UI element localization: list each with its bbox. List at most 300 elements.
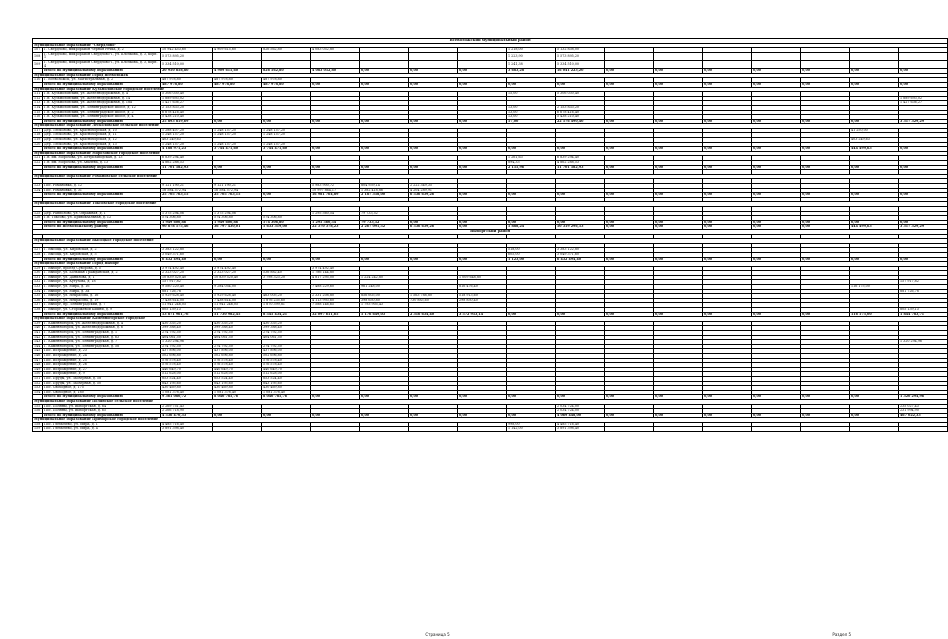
amount-cell: 0,00 [605,119,654,124]
amount-cell: 4 485 716,40 [556,422,605,427]
amount-cell: 0,00 [752,147,801,152]
amount-cell: 576 578,40 [213,358,262,363]
amount-cell: 0,00 [262,413,311,418]
amount-cell [801,427,850,432]
amount-cell: 576 578,40 [262,363,311,368]
amount-cell: 0,00 [458,257,507,262]
amount-cell: 1 563 788,80 [409,294,458,299]
amount-cell: 1 248 157,20 [213,142,262,147]
amount-cell: 0,00 [311,147,360,152]
amount-cell: 274 792,50 [161,331,213,336]
amount-cell: 0,00 [703,193,752,198]
amount-cell: 2 269 751,43 [161,404,213,409]
amount-cell: 4 909 615,60 [213,48,262,53]
amount-cell: 0,00 [311,119,360,124]
amount-cell: 0,00 [605,165,654,170]
address-cell: Пос. Романовка, д. 31 [43,188,161,193]
amount-cell: 0,00 [556,312,605,317]
amount-cell: 5 929 628,40 [161,294,213,299]
amount-cell: 0,00 [409,257,458,262]
amount-cell: 894,33 [507,161,556,166]
amount-cell: 5 438 210,40 [556,115,605,120]
amount-cell: 1 949 600,86 [213,220,262,225]
address-cell: Итого по муниципальному образованию [43,69,161,74]
amount-cell [850,427,899,432]
amount-cell: 6 432 494,40 [556,257,605,262]
amount-cell: 16 041 223,20 [556,69,605,74]
amount-cell: 853 524,40 [161,376,213,381]
municipality-section-title: Муниципальное образование "Свердлово" [33,43,948,48]
amount-cell: 0,00 [899,220,948,225]
page-section-tag: Раздел 5 [832,632,851,637]
amount-cell: 6 536 639,26 [409,193,458,198]
address-cell: Итого по муниципальному образованию [43,257,161,262]
address-cell: Итого по муниципальному образованию [43,147,161,152]
amount-cell: 2 323 027,20 [161,271,213,276]
amount-cell: 0,00 [605,220,654,225]
amount-cell: 0,00 [458,69,507,74]
municipality-section-title: Муниципальное образование Приморское городское поселение [33,418,948,423]
amount-cell: 13,00 [507,110,556,115]
amount-cell: 32 097 611,65 [311,312,360,317]
amount-cell: 399 388,40 [213,326,262,331]
amount-cell: 574 306,80 [262,220,311,225]
amount-cell: 0,00 [458,395,507,400]
address-cell: Г. Выборг, ул. Мира, д. 16 [43,285,161,290]
amount-cell: 2 187 358,00 [360,193,409,198]
table-row [33,52,948,60]
amount-cell: 0,00 [654,395,703,400]
amount-cell: 0,00 [507,220,556,225]
row-number-cell: 137 [33,303,43,308]
amount-cell: 0,00 [703,220,752,225]
amount-cell: 430 469,80 [213,386,262,391]
amount-cell: 1 218,00 [507,48,556,53]
amount-cell: 437 896,00 [213,349,262,354]
address-cell: Пос. Возрождение, д. 9 [43,372,161,377]
address-cell: Г.п. Кузьмоловский, ул. Железнодорожная, д. 18а [43,101,161,106]
address-cell: Пос. Пруды, ул. Заозерная, д. 58 [43,376,161,381]
amount-cell: 1 248 157,20 [262,142,311,147]
amount-cell: 0,00 [654,225,703,230]
address-cell: Дер. Лесколово, ул. Красноборская, д. 11 [43,133,161,138]
row-number-cell: 126 [33,216,43,221]
amount-cell: 0,00 [654,82,703,87]
address-cell: Г. Каменногорск, ул. Железнодорожная, д. 4 [43,321,161,326]
municipality-section-title: Муниципальное образование Каменногорское городское [33,317,948,322]
amount-cell: 4 862 288,53 [161,161,213,166]
amount-cell: 430 335,20 [262,321,311,326]
amount-cell: 0,00 [752,395,801,400]
amount-cell: 1 295 560,54 [311,211,360,216]
amount-cell [801,52,850,60]
amount-cell: 0,00 [654,147,703,152]
municipality-section-title: Муниципальное образование Токсовское городское поселение [33,202,948,207]
amount-cell: 2 266 718,90 [161,409,213,414]
amount-cell: 0,00 [703,312,752,317]
row-number-cell: 138 [33,308,43,313]
amount-cell: 0,00 [458,413,507,418]
amount-cell: 5 132 838,00 [556,48,605,53]
amount-cell: 574 306,80 [262,216,311,221]
address-cell: Г. Выборг, ул. Большая Гражданская, д. 2 [43,271,161,276]
amount-cell: 0,00 [752,312,801,317]
amount-cell: 0,00 [311,413,360,418]
amount-cell: 0,00 [752,119,801,124]
amount-cell: 90 878 575,46 [161,225,213,230]
address-cell: Пос. Свободное, д. 175 [43,386,161,391]
address-cell: Г. Выборг, проезд Суворова, д. 5 [43,266,161,271]
amount-cell: 0,00 [507,413,556,418]
amount-cell: 1 081 378,40 [213,390,262,395]
address-cell: Дер. Лесколово, ул. Красноборская, д. 10 [43,128,161,133]
amount-cell: 9 121 190,21 [161,184,213,189]
amount-cell: 53 871 961,76 [161,312,213,317]
amount-cell: 0,00 [605,82,654,87]
amount-cell: 1 248 157,20 [262,133,311,138]
amount-cell: 116 175,00 [850,285,899,290]
amount-cell: 0,00 [556,147,605,152]
amount-cell: 1 223,90 [507,52,556,60]
row-number-cell: 110 [33,78,43,83]
row-number-cell: 142 [33,335,43,340]
municipality-section-title: Муниципальное образование Высоцкое городское поселение [33,239,948,244]
amount-cell: 2 034 724,00 [556,404,605,409]
amount-cell: 605,00 [507,252,556,257]
amount-cell: 1 375 294,06 [213,211,262,216]
amount-cell: 0,00 [703,82,752,87]
amount-cell [703,427,752,432]
amount-cell: 0,00 [899,193,948,198]
address-cell: Пос. Возрождение, д. 27 [43,367,161,372]
district-band-title: Выборгский район [33,229,948,234]
amount-cell: 0,00 [458,193,507,198]
amount-cell: 16 584 572,94 [213,188,262,193]
amount-cell [262,52,311,60]
address-cell: Итого по муниципальному образованию [43,220,161,225]
amount-cell: 0,00 [801,257,850,262]
amount-cell [360,52,409,60]
row-number-cell: 123 [33,184,43,189]
amount-cell: 1 786 144,80 [311,271,360,276]
row-number-cell: 111 [33,92,43,97]
amount-cell: 13,00 [507,105,556,110]
amount-cell [360,427,409,432]
amount-cell: 11 701 582,93 [556,165,605,170]
row-number-cell: 116 [33,115,43,120]
amount-cell: 1 081 378,40 [161,390,213,395]
address-cell: Г. Выборг, ул. Некрасова, д. 16 [43,294,161,299]
amount-cell: 437 896,00 [161,349,213,354]
amount-cell: 5 983 900,72 [311,184,360,189]
amount-cell: 856 603,00 [360,294,409,299]
amount-cell: 25 705 763,15 [213,193,262,198]
amount-cell: 1 375 294,06 [161,211,213,216]
address-cell: Г.п. Кузьмоловский, ул. Ленинградское шоссе, д. 2 [43,110,161,115]
address-cell: Г. Свердлово, микрорайон Чёрная Речка, д. 2 [43,48,161,53]
address-cell: Итого по Всеволожскому району [43,225,161,230]
amount-cell: 0,00 [458,165,507,170]
amount-cell: 2 153 833,20 [161,105,213,110]
amount-cell: 0,00 [409,82,458,87]
amount-cell: 0,00 [801,225,850,230]
amount-cell: 274 792,50 [262,344,311,349]
amount-cell [654,52,703,60]
amount-cell: 487 978,80 [213,82,262,87]
address-cell: Г. Выборг, пр. Ленинградский, д. 7 [43,303,161,308]
amount-cell: 0,00 [311,82,360,87]
amount-cell: 0,00 [752,82,801,87]
amount-cell: 0,00 [605,193,654,198]
amount-cell: 487 978,80 [262,82,311,87]
amount-cell: 463 005,20 [262,294,311,299]
amount-cell: 1 844 783,71 [899,312,948,317]
address-cell: Итого по муниципальному образованию [43,395,161,400]
amount-cell: 0,00 [360,147,409,152]
row-number-cell: 136 [33,298,43,303]
amount-cell: 0,00 [752,257,801,262]
amount-cell: 881 726,78 [161,289,213,294]
amount-cell: 2 331 208,80 [311,294,360,299]
row-number-cell: 146 [33,353,43,358]
amount-cell: 0,00 [899,69,948,74]
row-number-cell: 149 [33,367,43,372]
amount-cell: 0,00 [752,413,801,418]
amount-cell: 298 850,40 [458,298,507,303]
amount-cell: 1 081 378,40 [262,390,311,395]
amount-cell: 3 744 471,60 [213,147,262,152]
address-cell: Г. Выборг, ул. Данилова, д. 1 [43,275,161,280]
amount-cell: 0,00 [507,147,556,152]
amount-cell [752,52,801,60]
amount-cell: 0,00 [262,165,311,170]
amount-cell: 1 123,00 [507,257,556,262]
amount-cell: 0,00 [262,193,311,198]
amount-cell: 576 578,40 [161,363,213,368]
amount-cell: 1 320 294,96 [161,340,213,345]
amount-cell: 576 578,40 [161,358,213,363]
amount-cell: 6 536 639,26 [409,225,458,230]
row-number-cell: 128 [33,252,43,257]
amount-cell: 157 917,82 [899,280,948,285]
row-number-cell: 132 [33,280,43,285]
amount-cell: 0,00 [850,220,899,225]
address-cell: Г. Высоцк, ул. Кировская, д. 2 [43,248,161,253]
amount-cell: 1 241,38 [507,60,556,68]
row-number-cell: 145 [33,349,43,354]
municipality-section-title: Муниципальное образование Морозовское городское поселение [33,151,948,156]
row-number-cell: 120 [33,142,43,147]
amount-cell: 536 882,40 [262,271,311,276]
amount-cell: 1 320 294,96 [899,395,948,400]
address-cell: Пос. Поляны, ул. Выборгская, д. 65 [43,409,161,414]
address-cell: Итого по муниципальному образованию [43,119,161,124]
address-cell: Пос. Глебычево, ул. Мира, д. 1 [43,422,161,427]
amount-cell: 157 917,82 [161,280,213,285]
amount-cell: 512 628,00 [213,372,262,377]
amount-cell: 6 432 494,40 [161,257,213,262]
row-number-cell: 140 [33,326,43,331]
address-cell: Г.п. Токсово, ул. Привокзальная, д. 12 [43,216,161,221]
page-number: Страница 5 [425,632,450,637]
amount-cell: 22 370 378,23 [311,225,360,230]
amount-cell: 2 323 027,20 [213,271,262,276]
amount-cell: 0,00 [801,413,850,418]
address-cell: Г. Свердлово, микрорайон Свердлово-1, ул. Клочкова, д. 3, корп. 1 [43,52,161,60]
amount-cell: 5 438 210,40 [161,115,213,120]
amount-cell: 3 744 471,60 [262,147,311,152]
amount-cell: 79 733,52 [360,211,409,216]
amount-cell: 2 155,96 [507,165,556,170]
address-cell: Пос. Глебычево, ул. Мира, д. 4 [43,427,161,432]
amount-cell: 518 913,60 [458,294,507,299]
address-cell: Г. Всеволожск, ул. Магистральная, д. 2 [43,78,161,83]
amount-cell: 0,00 [850,69,899,74]
amount-cell: 5 306 030,40 [556,92,605,97]
amount-cell: 440 649,70 [213,367,262,372]
amount-cell: 0,00 [409,147,458,152]
address-cell: Г.п. Кузьмоловский, ул. Ленинградское шоссе, д. 4 [43,115,161,120]
address-cell: Г. Свердлово, микрорайон Свердлово-1, ул. Клочкова, д. 3, корп. 4 [43,60,161,68]
amount-cell: 50 319 296,53 [556,225,605,230]
amount-cell: 487 978,80 [262,78,311,83]
amount-cell: 7 588 146,65 [311,303,360,308]
address-cell: Итого по муниципальному образованию [43,413,161,418]
amount-cell: 5 306 030,40 [161,92,213,97]
amount-cell: 0,00 [752,165,801,170]
amount-cell: 0,00 [409,220,458,225]
amount-cell: 403 249,63 [161,138,213,143]
row-number-cell: 107 [33,48,43,53]
amount-cell: 437 896,00 [262,349,311,354]
amount-cell: 430 469,80 [161,386,213,391]
amount-cell: 0,00 [360,395,409,400]
amount-cell: 9 580 220,40 [161,285,213,290]
amount-cell: 430 335,20 [161,321,213,326]
amount-cell: 4 083 052,80 [311,69,360,74]
amount-cell: 5 888,24 [507,225,556,230]
amount-cell [605,52,654,60]
amount-cell: 1 248 157,20 [213,128,262,133]
amount-cell: 4 817 295,00 [311,275,360,280]
row-number-cell: 117 [33,128,43,133]
amount-cell: 404 061,50 [213,335,262,340]
amount-cell: 3 383 122,80 [161,248,213,253]
amount-cell: 0,00 [507,82,556,87]
amount-cell: 1 889 693,02 [899,96,948,101]
address-cell: Г. Каменногорск, ул. Ленинградская, д. 58 [43,344,161,349]
amount-cell: 0,00 [654,220,703,225]
amount-cell: 1 793 905,43 [360,303,409,308]
amount-cell: 0,00 [801,69,850,74]
amount-cell: 3 572 953,14 [458,312,507,317]
amount-cell: 487 978,80 [161,82,213,87]
amount-cell: 0,00 [654,312,703,317]
amount-cell: 0,00 [507,193,556,198]
row-number-cell: 113 [33,101,43,106]
address-cell: Г. Выборг, ул. Сторожевой Башни, д. 9 [43,308,161,313]
amount-cell: 0,00 [801,119,850,124]
amount-cell: 8 040 785,76 [213,395,262,400]
row-number-cell: 112 [33,96,43,101]
amount-cell: 7 438 614,00 [213,298,262,303]
row-number-cell: 143 [33,340,43,345]
amount-cell: 231 994,90 [899,409,948,414]
amount-cell: 0,00 [752,220,801,225]
row-number-cell: 133 [33,285,43,290]
row-number-cell: 119 [33,138,43,143]
amount-cell: 0,00 [409,413,458,418]
amount-cell: 0,00 [605,413,654,418]
amount-cell: 274 792,50 [262,331,311,336]
amount-cell: 22 576 490,40 [556,119,605,124]
amount-cell: 0,00 [360,257,409,262]
amount-cell: 4 204 289,91 [409,188,458,193]
amount-cell: 0,00 [605,395,654,400]
amount-cell: 13,00 [507,115,556,120]
municipality-section-title: Муниципальное образование Город Выборг [33,262,948,267]
amount-cell: 0,00 [899,257,948,262]
amount-cell: 0,00 [311,165,360,170]
address-cell: Г.п. Кузьмоловский, ул. Ленинградское шоссе, д. 12 [43,105,161,110]
address-cell: Пос. Романовка, д. 12 [43,184,161,189]
amount-cell: 0,00 [458,220,507,225]
row-number-cell: 150 [33,372,43,377]
district-band-title: Всеволожский муниципальный район [33,39,948,44]
address-cell: Дер. Лесколово, ул. Красноборская, д. 12 [43,138,161,143]
amount-cell: 0,00 [409,395,458,400]
row-number-cell: 124 [33,188,43,193]
amount-cell: 0,00 [360,165,409,170]
amount-cell: 0,00 [605,312,654,317]
amount-cell: 3 049 371,60 [556,252,605,257]
amount-cell: 1 142,00 [507,427,556,432]
amount-cell: 3 317 329,29 [899,225,948,230]
amount-cell: 1 248 157,20 [161,133,213,138]
amount-cell: 4 536 470,33 [161,413,213,418]
amount-cell: 1 870 399,81 [262,303,311,308]
amount-cell: 430 469,80 [262,386,311,391]
amount-cell: 41 250,00 [850,128,899,133]
address-cell: Итого по муниципальному образованию [43,165,161,170]
address-cell: Пос. Поляны, ул. Выборгская, д. 64 [43,404,161,409]
amount-cell [605,427,654,432]
amount-cell: 502 696,80 [262,353,311,358]
amount-cell: 1 248 157,20 [262,128,311,133]
amount-cell: 274 792,50 [213,331,262,336]
amount-cell: 1 009 648,80 [458,275,507,280]
amount-cell: 6 839 294,40 [556,156,605,161]
row-number-cell: 108 [33,52,43,60]
amount-cell: 0,00 [899,165,948,170]
row-number-cell: 156 [33,409,43,414]
amount-cell: 0,00 [213,308,262,313]
row-number-cell: 118 [33,133,43,138]
amount-cell: 4 862 288,53 [556,161,605,166]
amount-cell: 1 382 418,86 [360,188,409,193]
amount-cell: 9 121 190,21 [213,184,262,189]
address-cell: Дер. Рапполово, ул. Овражная, д. 1 [43,211,161,216]
amount-cell: 1 889 693,02 [161,96,213,101]
amount-cell: 518,00 [507,248,556,253]
amount-cell: 467 022,33 [899,413,948,418]
row-number-cell: 109 [33,60,43,68]
address-cell: Г. Каменногорск, ул. Железнодорожная, д. 6 [43,326,161,331]
row-number-cell: 158 [33,422,43,427]
amount-cell: 36 797 430,01 [213,225,262,230]
amount-cell: 440 649,70 [161,367,213,372]
amount-cell: 51 730 982,45 [213,312,262,317]
